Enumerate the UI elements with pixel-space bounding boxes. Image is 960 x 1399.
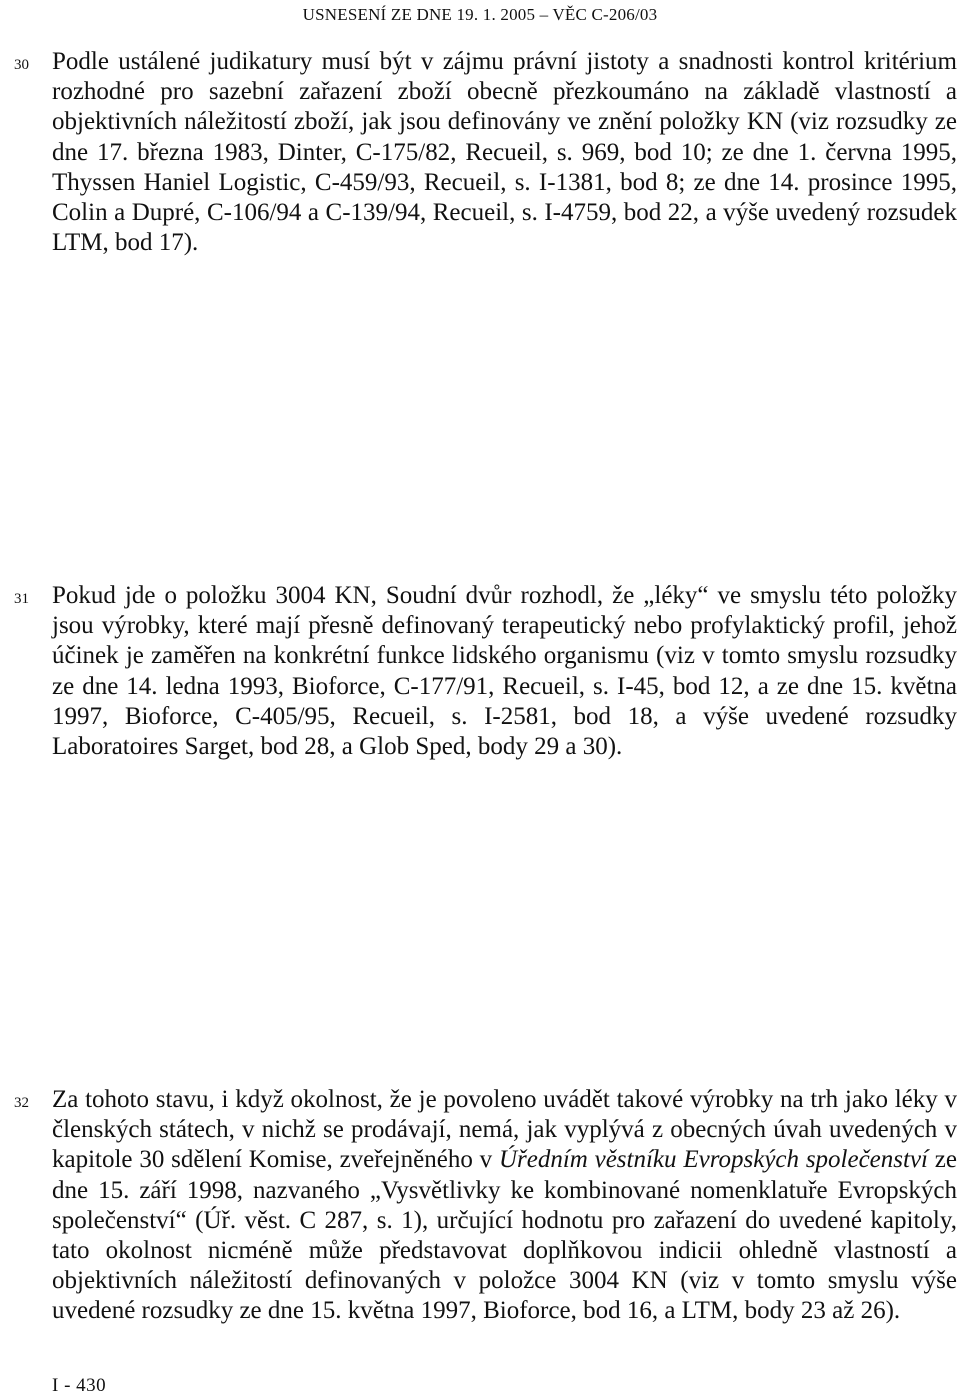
journal-title: Úředním věstníku Evropských společenství [498,1146,928,1174]
paragraph-text-part: ze dne 15. září 1998, nazvaného „Vysvětlivky ke kombinované nomenklatuře Evropských společenství“ (Úř. věst. C 287, s. 1), určující hodnotu pro zařazení do uvedené kapitoly, tato okolnost nicméně může představovat doplňkovou indicii ohledně vlastností a objektivních náležitostí definovaných v položce 3004 KN (viz v tomto smyslu výše uvedené rozsudky ze dne 15. května 1997, Bioforce, bod 16, a LTM, body 23 až 26). [52,1146,957,1325]
paragraph-text-part: Za tohoto stavu, i když okolnost, že je povoleno uvádět takové výrobky na trh jako léky v členských státech, v nichž se prodávají, nemá, jak vyplývá z obecných úvah uvedených v kapitole 30 sdělení Komise, zveřejněného v [52,1086,957,1174]
paragraph-number: 30 [14,57,29,73]
paragraph-text: Pokud jde o položku 3004 KN, Soudní dvůr rozhodl, že „léky“ ve smyslu této položky jsou výrobky, které mají přesně definovaný terapeutický nebo profylaktický profil, jehož účinek je zaměřen na konkrétní funkce lidského organismu (viz v tomto smyslu rozsudky ze dne 14. ledna 1993, Bioforce, C-177/91, Recueil, s. I-45, bod 12, a ze dne 15. května 1997, Bioforce, C-405/95, Recueil, s. I-2581, bod 18, a výše uvedené rozsudky Laboratoires Sarget, bod 28, a Glob Sped, body 29 a 30). [52,582,957,761]
paragraph-text: Podle ustálené judikatury musí být v zájmu právní jistoty a snadnosti kontrol kritérium rozhodné pro sazební zařazení zboží obecně přezkoumáno na základě vlastností a objektivních náležitostí zboží, jak jsou definovány ve znění položky KN (viz rozsudky ze dne 17. března 1983, Dinter, C-175/82, Recueil, s. 969, bod 10; ze dne 1. června 1995, Thyssen Haniel Logistic, C-459/93, Recueil, s. I-1381, bod 8; ze dne 14. prosince 1995, Colin a Dupré, C-106/94 a C-139/94, Recueil, s. I-4759, bod 22, a výše uvedený rozsudek LTM, bod 17). [52,48,957,257]
running-header: USNESENÍ ZE DNE 19. 1. 2005 – VĚC C-206/03 [302,5,658,24]
paragraph-text [52,1085,957,1327]
paragraph-number: 31 [14,591,29,607]
page-number: I - 430 [52,1375,107,1396]
paragraph-number: 32 [14,1095,29,1111]
